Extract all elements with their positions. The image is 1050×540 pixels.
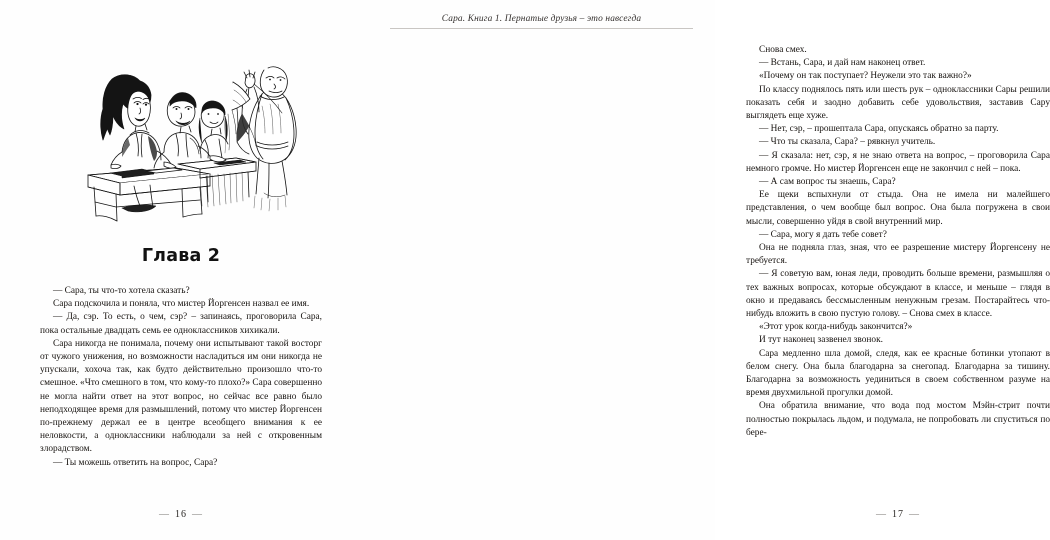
paragraph: Она обратила внимание, что вода под мостом Мэйн-стрит почти полностью покрылась льдом, и подумала, не попробовать ли спуститься по бере- — [746, 401, 1050, 438]
paragraph: — А сам вопрос ты знаешь, Сара? — [759, 177, 896, 188]
classroom-illustration — [50, 56, 300, 206]
page-right — [357, 0, 1050, 540]
paragraph: — Да, сэр. То есть, о чем, сэр? – запинаясь, проговорила Сара, пока остальные двадцать семь ее одноклассников хихикали. — [40, 312, 322, 336]
running-header: Сара. Книга 1. Пернатые друзья – это навсегда — [390, 14, 693, 29]
body-text-right — [746, 44, 1050, 440]
paragraph: — Нет, сэр, – прошептала Сара, опускаясь обратно за парту. — [759, 124, 999, 135]
paragraph: Снова смех. — [759, 45, 807, 55]
paragraph: Она не подняла глаз, зная, что ее разрешение мистеру Йоргенсену не требуется. — [746, 243, 1050, 267]
paragraph: Сара медленно шла домой, следя, как ее красные ботинки утопают в белом снегу. Она была благодарна за снегопад. Благодарна за тишину. Благодарна за возможность уединиться в своем собственном разуме на время двухмильной прогулки домой. — [746, 348, 1050, 399]
paragraph: — Сара, ты что-то хотела сказать? — [53, 286, 190, 296]
folio-rule-right: — — [192, 509, 203, 520]
paragraph: По классу поднялось пять или шесть рук – одноклассники Сары решили показать себя и заодно добавить себе удовольствия, заставив Сару выглядеть еще хуже. — [746, 84, 1050, 122]
paragraph: — Ты можешь ответить на вопрос, Сара? — [53, 457, 218, 468]
paragraph: — Что ты сказала, Сара? – рявкнул учитель. — [759, 137, 936, 148]
paragraph: «Почему он так поступает? Неужели это так важно?» — [759, 71, 972, 82]
paragraph: Сара подскочила и поняла, что мистер Йоргенсен назвал ее имя. — [53, 299, 310, 310]
paragraph: — Я советую вам, юная леди, проводить больше времени, размышляя о тех важных вопросах, которые обсуждают в классе, и меньше – глядя в окно и предаваясь бессмысленным ненужным грезам. Постарайтесь что-нибудь вложить в свою пустую голову. – Снова смех в классе. — [746, 269, 1050, 320]
paragraph: — Сара, могу я дать тебе совет? — [759, 229, 887, 240]
folio-rule-left: — — [159, 509, 170, 520]
page-number-right — [746, 509, 1050, 520]
chapter-title: Глава 2 — [141, 246, 221, 266]
body-text-left — [40, 285, 322, 470]
paragraph: Сара никогда не понимала, почему они испытывают такой восторг от чужого унижения, но возможности насладиться им они никогда не упускали, хохоча так, как будто действительно произошло что-то смешное. «Что смешного в том, что кому-то плохо?» Сара совершенно не могла найти ответ на этот вопрос, но сейчас все равно было неподходящее время для размышлений, потому что мистер Йоргенсен по-прежнему держал ее в центре всеобщего внимания к ее неловкости, а одноклассники наблюдали за ней с откровенным злорадством. — [40, 338, 322, 455]
page-left — [0, 0, 357, 540]
paragraph: — Встань, Сара, и дай нам наконец ответ. — [759, 58, 926, 69]
folio-number-left: 16 — [175, 509, 187, 520]
page-number-left — [40, 509, 322, 520]
paragraph: «Этот урок когда-нибудь закончится?» — [759, 322, 913, 333]
folio-rule-right: — — [909, 509, 920, 520]
paragraph: Ее щеки вспыхнули от стыда. Она не имела ни малейшего представления, о чем вообще был вопрос. Она была погружена в свои мысли, совершенно уйдя в свой внутренний мир. — [746, 190, 1050, 227]
paragraph: — Я сказала: нет, сэр, я не знаю ответа на вопрос, – проговорила Сара немного громче. Но мистер Йоргенсен еще не закончил с ней – пока. — [746, 150, 1050, 174]
paragraph: И тут наконец зазвенел звонок. — [759, 335, 883, 346]
folio-rule-left: — — [876, 509, 887, 520]
folio-number-right: 17 — [892, 509, 904, 520]
